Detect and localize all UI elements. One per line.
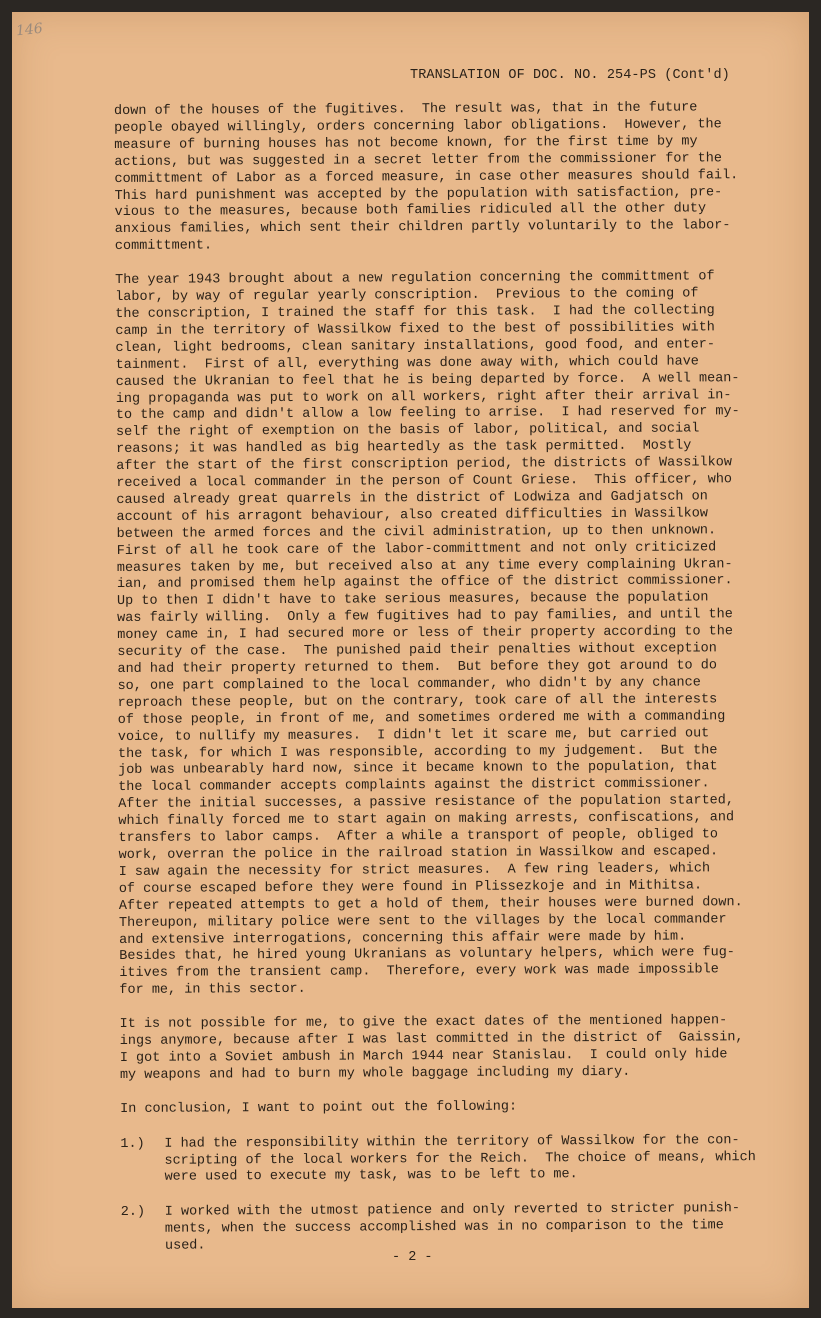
list-item [120, 1133, 760, 1188]
paragraph-conclusion-intro: In conclusion, I want to point out the following: [120, 1099, 518, 1117]
paragraph-exact-dates: It is not possible for me, to give the exact dates of the mentioned happen- ings anymore, because after I was last committed in the district of Gaissin, I got into a Soviet ambush in March 1944 near Stanislau. I could only hide my weapons and had to burn my whole baggage including my diary. [119, 1013, 744, 1083]
list-item-text: I had the responsibility within the territory of Wassilkow for the con- scripting of the local workers for the Reich. The choice of means, which were used to execute my task, was to be left to me. [164, 1132, 756, 1186]
paragraph-burning-houses: down of the houses of the fugitives. The result was, that in the future people obayed willingly, orders concerning labor obligations. However, the measure of burning houses has not become known, for the first time by my actions, but was suggested in a secret letter from the commissioner for the committment of Labor as a forced measure, in case other measures should fail. This hard punishment was accepted by the population with satisfaction, pre- vious to the measures, because both families ridiculed all the other duty anxious families, which sent their children partly voluntarily to the labor- committment. [114, 100, 739, 255]
list-item [121, 1201, 761, 1256]
list-item-text: I worked with the utmost patience and only reverted to stricter punish- ments, when the success accomplished was in no comparison to the time used. [164, 1201, 741, 1254]
list-item-number: 1.) [120, 1136, 145, 1152]
document-page [12, 12, 809, 1308]
list-item-number: 2.) [120, 1205, 146, 1221]
document-header: TRANSLATION OF DOC. NO. 254-PS (Cont'd) [410, 68, 730, 83]
paragraph-conscription-1943: The year 1943 brought about a new regulation concerning the committment of labor, by way of regular yearly conscription. Previous to the coming of the conscription, I trained the staff for this task. I had the collecting camp in the territory of Wassilkow fixed to the best of possibilities with clean, light bedrooms, clean sanitary installations, good food, and enter- tainment. First of all, everything was done away with, which could have caused the Ukranian to feel that he is being departed by force. A well mean- ing propaganda was put to work on all workers, right after their arrival in- to the camp and didn't allow a low feeling to arrise. I had reserved for my- self the right of exemption on the basis of labor, political, and social reasons; it was handled as big heartedly as the task permitted. Mostly after the start of the first conscription period, the districts of Wassilkow received a local commander in the person of Count Griese. This officer, who caused already great quarrels in the district of Lodwiza and Gadjatsch on account of his arragont behaviour, also created difficulties in Wassilkow between the armed forces and the civil administration, up to then unknown. First of all he took care of the labor-committment and not only criticized measures taken by me, but received also at any time every complaining Ukran- ian, and promised them help against the office of the district commissioner. Up to then I didn't have to take serious measures, because the population was fairly willing. Only a few fugitives had to pay families, and until the money came in, I had secured more or less of their property according to the security of the case. The punished paid their penalties without exception and had their property returned to them. But before they got around to do so, one part complained to the local commander, who didn't by any chance reproach these people, but on the contrary, took care of all the interests of those people, in front of me, and sometimes ordered me with a commanding voice, to nullify my measures. I didn't let it scare me, but carried out the task, for which I was responsible, according to my judgement. But the job was unbearably hard now, since it became known to the population, that the local commander accepts complaints against the district commissioner. After the initial successes, a passive resistance of the population started, which finally forced me to start again on making arrests, confiscations, and transfers to labor camps. After a while a transport of people, obliged to work, overran the police in the railroad station in Wassilkow and escaped. I saw again the necessity for strict measures. A few ring leaders, which of course escaped before they were found in Plissezkoje and in Mithitsa. After repeated attempts to get a hold of them, their houses were burned down. Thereupon, military police were sent to the villages by the local commander and extensive interrogations, concerning this affair were made by him. Besides that, he hired young Ukranians as voluntary helpers, which were fug- itives from the transient camp. Therefore, every work was made impossible for me, in this sector. [115, 269, 743, 999]
document-body [114, 100, 761, 1274]
page-footer-number: - 2 - [392, 1250, 433, 1265]
handwritten-page-number: 146 [15, 20, 44, 40]
